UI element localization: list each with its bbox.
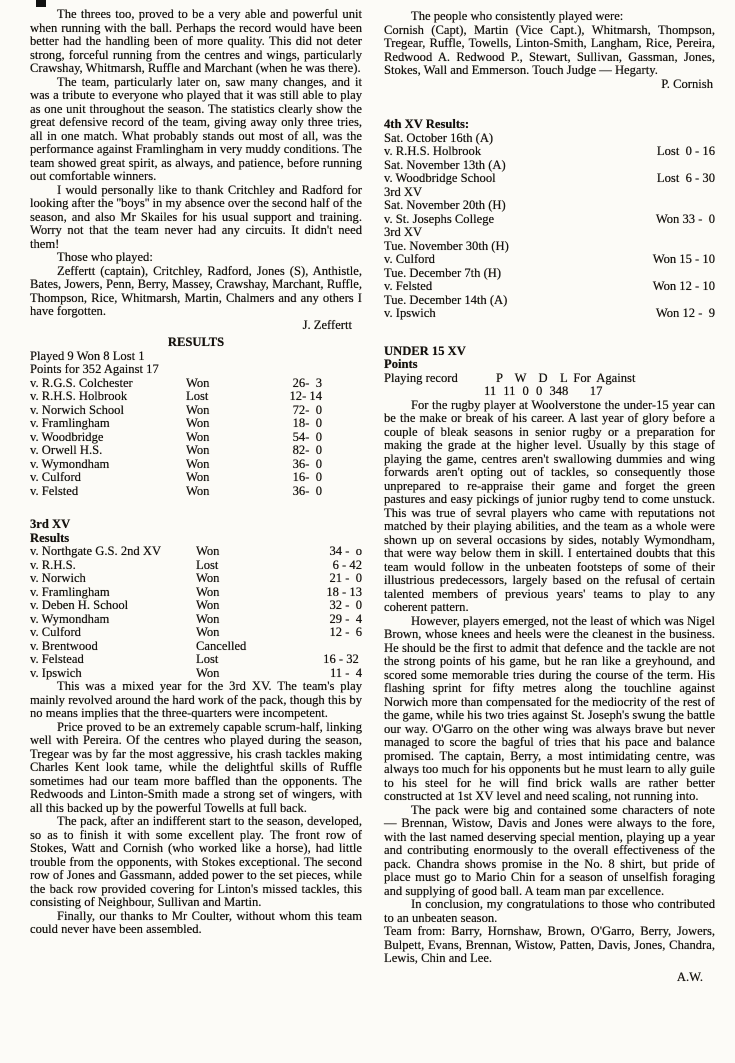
opponent-cell: v. Culford xyxy=(30,625,81,639)
fixture-cell: Sat. November 13th (A) xyxy=(384,157,506,172)
result-row xyxy=(30,485,362,499)
result-cell: Won xyxy=(196,625,220,639)
opponent-cell: v. R.H.S. xyxy=(30,557,76,572)
result-cell: Won xyxy=(196,571,220,585)
result-cell: Won xyxy=(186,375,210,390)
results-section xyxy=(30,336,362,498)
fixture-cell: 3rd XV xyxy=(384,184,423,199)
result-row xyxy=(30,444,362,458)
signature-cornish: P. Cornish xyxy=(661,76,713,91)
paragraph-under15-season: For the rugby player at Woolverstone the under-15 year can be the make or break of his career. A last year of glory before a couple of bleak seasons in senior rugby or a preparation for making the grade at the higher level. Usually by this stage of playing the game, centres aren't swallowing dummies and wing forwards aren't opting out of tackles, so consequently those unprepared to re-appraise their game and forget the green pastures and easy pickings of junior rugby tend to come unstuck. This was true of sevral players who came with reputations not matched by their playing abilities, and the team as a whole were shown up on several occasions by sides, notably Wymondham, that were way below them in skill. I entertained doubts that this team would follow in the unbeaten footsteps of some of their illustrious predecessors, largely based on the refusal of certain talented members of previous years' teams to play to any coherent pattern. xyxy=(384,397,715,614)
score-cell: 36- 0 xyxy=(292,456,322,471)
under15-section xyxy=(384,345,715,985)
fixture-row xyxy=(384,240,715,254)
score-cell: 54- 0 xyxy=(292,429,322,444)
result-cell: Won xyxy=(196,611,220,626)
fixture-cell: v. Ipswich xyxy=(384,306,436,320)
third-xv-section xyxy=(30,518,362,937)
score-cell: 18 - 13 xyxy=(326,584,362,599)
fixture-row xyxy=(384,280,715,294)
result-cell: Won xyxy=(186,429,210,444)
opponent-cell: v. Woodbridge xyxy=(30,429,104,444)
paragraph-player-list: Zeffertt (captain), Critchley, Radford, Jones (S), Anthistle, Bates, Jowers, Penn, Berry, Massey, Crawshay, Marchant, Ruffle, Thompson, Rice, Whitmarsh, Martin, Chalmers and any others I have forgotten. xyxy=(30,263,362,318)
fixture-row xyxy=(384,213,715,227)
result-row xyxy=(30,559,362,573)
score-cell: 11 - 4 xyxy=(329,665,362,680)
score-cell: 36- 0 xyxy=(292,483,322,498)
score-cell: 12- 14 xyxy=(289,389,322,403)
fixture-row xyxy=(384,253,715,267)
paragraph-under15-pack: The pack were big and contained some characters of note — Brennan, Wistow, Davis and Jones were always to the fore, with the last named deserving special mention, playing up a year and contributing enormously to the overall effectiveness of the pack. Chandra shows promise in the No. 8 shirt, but pride of place must go to Mario Chin for a season of unselfish foraging and supplying of good ball. A team man par excellence. xyxy=(384,802,715,898)
score-cell: 18- 0 xyxy=(292,416,322,430)
paragraph-under15-conclusion: In conclusion, my congratulations to those who contributed to an unbeaten season. xyxy=(384,897,715,925)
result-row xyxy=(30,458,362,472)
result-row xyxy=(30,599,362,613)
opponent-cell: v. Orwell H.S. xyxy=(30,443,103,457)
under15-points-label: Points xyxy=(384,357,418,371)
score-cell: 32 - 0 xyxy=(329,598,362,612)
opponent-cell: v. Ipswich xyxy=(30,665,82,680)
paragraph-pack: The pack, after an indifferent start to the season, developed, so as to finish it with some excellent play. The front row of Stokes, Watt and Cornish (who worked like a horse), had little trouble from the opponents, with Stokes exceptional. The second row of Jones and Gassmann, added power to the set pieces, while the back row provided covering for Linton's missed tackles, this consisting of Neighbour, Sullivan and Martin. xyxy=(30,814,362,909)
score-cell: 34 - o xyxy=(329,544,362,558)
result-row xyxy=(30,640,362,654)
fixture-row xyxy=(384,307,715,321)
results-summary-played: Played 9 Won 8 Lost 1 xyxy=(30,348,145,363)
results-title: RESULTS xyxy=(167,335,225,349)
opponent-cell: v. R.H.S. Holbrook xyxy=(30,389,128,403)
opponent-cell: v. Wymondham xyxy=(30,456,110,471)
opponent-cell: v. Wymondham xyxy=(30,611,110,626)
score-cell: 12 - 6 xyxy=(329,625,362,639)
score-cell: 29 - 4 xyxy=(329,611,362,626)
fixture-cell: Sat. October 16th (A) xyxy=(384,130,494,145)
fixture-cell: v. Woodbridge School xyxy=(384,171,496,185)
signature-aw: A.W. xyxy=(676,969,703,984)
fixture-row xyxy=(384,132,715,146)
result-row xyxy=(30,626,362,640)
result-row xyxy=(30,572,362,586)
fixture-row xyxy=(384,172,715,186)
paragraph-those-who-played: Those who played: xyxy=(57,250,153,264)
result-cell: Won xyxy=(186,470,210,484)
fixture-cell: Tue. December 14th (A) xyxy=(384,292,508,307)
score-cell: Lost 6 - 30 xyxy=(656,171,715,185)
paragraph-price: Price proved to be an extremely capable scrum-half, linking well with Pereira. Of the centres who played during the season, Tregear was by far the most aggressive, his crash tackles making Charles Kent look tame, while the delightful skills of Ruffle sometimes had our team more baffled than the opponents. The Redwoods and Linton-Smith made a strong set of wingers, with all this backed up by the powerful Towells at full back. xyxy=(30,719,362,815)
score-cell: Lost 0 - 16 xyxy=(656,144,715,158)
result-cell: Lost xyxy=(196,652,219,666)
result-cell: Won xyxy=(186,443,210,457)
result-row xyxy=(30,545,362,559)
result-cell: Won xyxy=(196,584,220,599)
playing-record-label: Playing record xyxy=(384,370,458,385)
score-cell: Won 12 - 9 xyxy=(655,306,715,320)
signature-zeffertt: J. Zeffertt xyxy=(302,317,352,332)
result-cell: Won xyxy=(196,544,220,558)
opponent-cell: v. Framlingham xyxy=(30,416,110,430)
result-cell: Won xyxy=(186,402,210,417)
fixture-cell: v. R.H.S. Holbrook xyxy=(384,144,482,158)
fixture-row xyxy=(384,199,715,213)
score-cell: Won 12 - 10 xyxy=(652,279,715,293)
score-cell: Won 15 - 10 xyxy=(652,252,715,266)
fixture-row xyxy=(384,159,715,173)
fixture-cell: Tue. November 30th (H) xyxy=(384,238,509,253)
opponent-cell: v. Northgate G.S. 2nd XV xyxy=(30,544,162,558)
paragraph-team-changes: The team, particularly later on, saw many changes, and it was a tribute to everyone who played that it was still able to play as one unit throughout the season. The statistics clearly show the great defensive record of the team, giving away only three tries, all in one match. What probably stands out most of all, was the performance against Framlingham in very muddy conditions. The team showed great spirit, as always, and patience, before running out comfortable winners. xyxy=(30,74,362,183)
opponent-cell: v. Deben H. School xyxy=(30,598,129,612)
result-cell: Won xyxy=(196,665,220,680)
playing-record xyxy=(384,372,715,386)
paragraph-consistent-players-intro: The people who consistently played were: xyxy=(411,9,624,23)
score-cell xyxy=(274,640,362,654)
score-cell: 72- 0 xyxy=(292,402,322,417)
fixture-cell: 3rd XV xyxy=(384,225,423,239)
opponent-cell: v. Framlingham xyxy=(30,584,110,599)
paragraph-under15-team-list: Team from: Barry, Hornshaw, Brown, O'Garro, Berry, Jowers, Bulpett, Evans, Brennan, Wistow, Patten, Davis, Jones, Chandra, Lewis, Chin and Lee. xyxy=(384,924,715,965)
opponent-cell: v. R.G.S. Colchester xyxy=(30,375,133,390)
fixture-row xyxy=(384,186,715,200)
result-cell: Won xyxy=(186,483,210,498)
result-row xyxy=(30,667,362,681)
right-column xyxy=(384,0,715,984)
opponent-cell: v. Culford xyxy=(30,470,81,484)
fixture-row xyxy=(384,145,715,159)
paragraph-under15-players: However, players emerged, not the least of which was Nigel Brown, whose knees and heels were the cleanest in the business. He should be the first to admit that defence and the tackle are not the strong points of his game, but he ran like a greyhound, and scored some memorable tries during the course of the term. His flashing sprint for fifty metres along the touchline against Norwich more than compensated for the mediocrity of the rest of the game, while his two tries against St. Joseph's swung the battle our way. O'Garro on the other wing was always brave but never managed to score the bagful of tries that his pace and balance promised. The captain, Berry, a most intimidating centre, was always too much for his opponents but he must learn to ally guile to his steel for he will find brick walls are rather better constructed at 1st XV level and need scaling, not running into. xyxy=(384,613,715,803)
score-cell: 21 - 0 xyxy=(329,571,362,585)
score-cell: 82- 0 xyxy=(292,443,322,457)
third-xv-subtitle: Results xyxy=(30,530,70,545)
result-row xyxy=(30,653,362,667)
third-xv-title: 3rd XV xyxy=(30,517,71,531)
score-cell: 16 - 32 xyxy=(323,652,362,666)
opponent-cell: v. Norwich xyxy=(30,571,86,585)
opponent-cell: v. Felsted xyxy=(30,483,79,498)
score-cell: 26- 3 xyxy=(292,375,322,390)
result-cell: Won xyxy=(196,598,220,612)
under15-title: UNDER 15 XV xyxy=(384,343,466,358)
fixture-cell: v. St. Josephs College xyxy=(384,211,495,226)
result-cell: Won xyxy=(186,456,210,471)
result-cell: Won xyxy=(186,416,210,430)
fourth-xv-title: 4th XV Results: xyxy=(384,117,470,131)
result-row xyxy=(30,586,362,600)
result-row xyxy=(30,417,362,431)
opponent-cell: v. Felstead xyxy=(30,652,84,666)
result-cell: Cancelled xyxy=(196,638,247,653)
result-row xyxy=(30,613,362,627)
fixture-cell: v. Culford xyxy=(384,252,435,266)
score-cell: Won 33 - 0 xyxy=(655,211,715,226)
fixture-row xyxy=(384,226,715,240)
result-cell: Lost xyxy=(196,557,219,572)
paragraph-thanks: I would personally like to thank Critchley and Radford for looking after the ''boys'' in my absence over the second half of the season, and also Mr Skailes for his usual support and training. Worry not that the team never had any circuits. It didn't need them! xyxy=(30,182,362,251)
result-row xyxy=(30,377,362,391)
score-cell: 16- 0 xyxy=(292,470,322,484)
fixture-cell: v. Felsted xyxy=(384,279,433,293)
fourth-xv-section xyxy=(384,118,715,321)
fixture-cell: Sat. November 20th (H) xyxy=(384,198,506,212)
paragraph-mixed-year: This was a mixed year for the 3rd XV. The team's play mainly revolved around the hard work of the pack, though this by no means implies that the three-quarters were incompetent. xyxy=(30,679,362,720)
paragraph-coulter: Finally, our thanks to Mr Coulter, without whom this team could never have been assembled. xyxy=(30,908,362,936)
result-row xyxy=(30,390,362,404)
result-row xyxy=(30,431,362,445)
fixture-row xyxy=(384,267,715,281)
fixture-cell: Tue. December 7th (H) xyxy=(384,265,502,280)
paragraph-consistent-players: Cornish (Capt), Martin (Vice Capt.), Whitmarsh, Thompson, Tregear, Ruffle, Towells, Linton-Smith, Langham, Rice, Pereira, Redwood A. Redwood P., Stewart, Sullivan, Gassman, Jones, Stokes, Wall and Emmerson. Touch Judge — Hegarty. xyxy=(384,22,715,77)
result-row xyxy=(30,404,362,418)
result-row xyxy=(30,471,362,485)
score-cell: 6 - 42 xyxy=(332,557,362,572)
paragraph-threes: The threes too, proved to be a very able and powerful unit when running with the ball. Perhaps the record would have been better had the handling been of more quality. This did not deter strong, forceful running from the centres and wings, particularly Crawshay, Whitmarsh, Ruffle and Marchant (when he was there). xyxy=(30,7,362,75)
result-cell: Lost xyxy=(186,389,209,403)
playing-record-header: P W D L For Against xyxy=(496,370,636,385)
left-column xyxy=(30,0,362,937)
fixture-row xyxy=(384,294,715,308)
opponent-cell: v. Brentwood xyxy=(30,638,98,653)
playing-record-values: 11 11 0 0 348 17 xyxy=(484,384,603,398)
opponent-cell: v. Norwich School xyxy=(30,402,124,417)
results-summary-points: Points for 352 Against 17 xyxy=(30,362,159,376)
